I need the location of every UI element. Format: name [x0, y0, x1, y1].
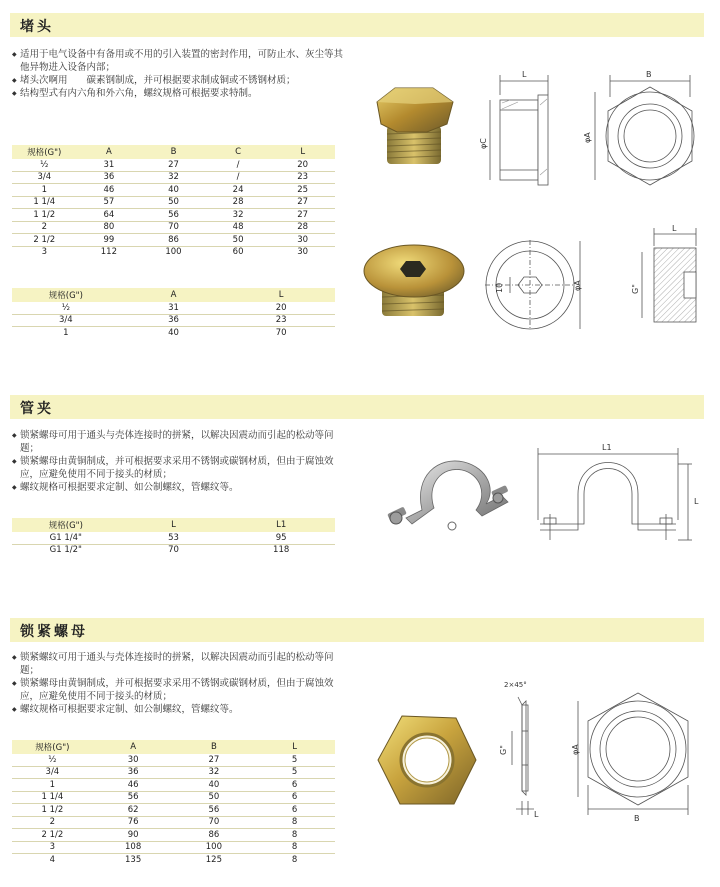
table-cell: 20: [270, 159, 335, 171]
dim-label-L: L: [522, 70, 527, 79]
table-cell: 30: [270, 234, 335, 247]
table-cell: 27: [270, 196, 335, 209]
table-cell: 99: [77, 234, 142, 247]
dim-label-L: L: [694, 497, 699, 506]
table-cell: 53: [120, 532, 228, 544]
table-row: [12, 829, 335, 842]
column-header: 规格(G"): [12, 518, 120, 532]
dim-label-hex: 10: [495, 282, 504, 293]
table-cell: 3: [12, 841, 93, 854]
column-header: A: [77, 145, 142, 159]
table-cell: 24: [206, 184, 271, 197]
table-row: [12, 841, 335, 854]
table-cell: 112: [100, 247, 117, 258]
section-header-lock-nut: [10, 618, 704, 642]
table-cell: 46: [77, 184, 142, 197]
column-header: B: [141, 145, 206, 159]
table-cell: 2 1/2: [12, 234, 77, 247]
table-cell: 46: [93, 779, 174, 792]
section-title: 管夹: [20, 401, 54, 417]
table-cell: 27: [174, 754, 255, 766]
column-header: L: [120, 518, 228, 532]
table-cell: 36: [120, 314, 228, 327]
table-cell: 1 1/2: [12, 209, 77, 222]
table-cell: 90: [93, 829, 174, 842]
table-row: [12, 184, 335, 197]
column-header: L: [270, 145, 335, 159]
table-cell: 135: [125, 854, 142, 865]
table-cell: 5: [254, 766, 335, 779]
table-cell: 125: [205, 854, 222, 865]
table-cell: 2: [12, 816, 93, 829]
table-cell: 3/4: [12, 766, 93, 779]
table-row: [12, 766, 335, 779]
table-row: [12, 816, 335, 829]
table-cell: 100: [174, 841, 255, 854]
table-cell: 70: [168, 545, 179, 556]
table-cell: 100: [165, 247, 182, 258]
lock-nut-photo: [372, 708, 482, 818]
dim-label-G: G": [631, 284, 640, 294]
table-row: [12, 221, 335, 234]
dim-label-chamfer: 2×45°: [504, 681, 527, 689]
table-header-row: [12, 740, 335, 754]
table-row: [12, 532, 335, 544]
table-header-row: [12, 145, 335, 159]
table-cell: 8: [254, 841, 335, 854]
table-cell: 27: [141, 159, 206, 171]
bullet-list: [12, 429, 352, 494]
table-cell: 4: [49, 854, 56, 865]
bullet-item: ◆ 堵头次啊用 碳素钢制成，并可根据要求制成铜或不锈钢材质；: [12, 74, 352, 87]
table-cell: 36: [77, 171, 142, 184]
column-header: B: [174, 740, 255, 754]
table-cell: 1 1/4: [12, 791, 93, 804]
table-cell: 86: [141, 234, 206, 247]
table-cell: 8: [254, 829, 335, 842]
table-cell: 95: [227, 532, 335, 544]
table-header-row: [12, 518, 335, 532]
table-cell: 31: [77, 159, 142, 171]
table-cell: 20: [227, 302, 335, 314]
column-header: A: [93, 740, 174, 754]
table-cell: 56: [93, 791, 174, 804]
table-cell: 27: [270, 209, 335, 222]
table-cell: 108: [93, 841, 174, 854]
table-cell: 57: [77, 196, 142, 209]
table-row: [12, 544, 335, 556]
table-cell: 30: [93, 754, 174, 766]
spec-table-pipe-clamp: [12, 518, 335, 556]
lock-nut-side-drawing: [490, 675, 550, 825]
spec-table-lock-nut: [12, 740, 335, 866]
pipe-clamp-drawing: [528, 440, 708, 560]
table-cell: 32: [206, 209, 271, 222]
column-header: A: [120, 288, 228, 302]
table-cell: 70: [141, 221, 206, 234]
section-title: 锁紧螺母: [20, 624, 88, 640]
table-cell: G1 1/2": [49, 545, 82, 556]
socket-side-drawing: [620, 222, 710, 332]
column-header: L: [254, 740, 335, 754]
plug-side-drawing: [470, 65, 560, 195]
dim-label-L: L: [672, 224, 677, 233]
bullet-list: [12, 48, 352, 100]
table-row: [12, 854, 335, 866]
table-row: [12, 791, 335, 804]
table-cell: 80: [77, 221, 142, 234]
table-cell: 70: [174, 816, 255, 829]
dim-label-B: B: [646, 70, 652, 79]
dim-label-A: φA: [583, 132, 592, 143]
table-cell: 70: [275, 327, 287, 338]
table-cell: /: [206, 171, 271, 184]
table-cell: 28: [206, 196, 271, 209]
table-cell: 60: [232, 247, 244, 258]
table-cell: 25: [270, 184, 335, 197]
table-cell: 2: [12, 221, 77, 234]
dim-label-B: B: [634, 814, 640, 823]
table-cell: 30: [297, 247, 309, 258]
section-header-plug: [10, 13, 704, 37]
column-header: L1: [227, 518, 335, 532]
table-cell: /: [206, 159, 271, 171]
hex-front-drawing: [580, 65, 715, 200]
bullet-item: ◆ 锁紧螺纹可用于通头与壳体连接时的拼紧，以解决因震动而引起的松动等问题；: [12, 651, 352, 677]
column-header: 规格(G"): [12, 740, 93, 754]
pipe-clamp-photo: [368, 448, 518, 548]
column-header: C: [206, 145, 271, 159]
table-cell: 3/4: [12, 314, 120, 327]
dim-label-A: φA: [571, 744, 580, 755]
table-cell: 50: [206, 234, 271, 247]
table-cell: 48: [206, 221, 271, 234]
table-cell: 32: [174, 766, 255, 779]
table-cell: 3/4: [12, 171, 77, 184]
section-header-pipe-clamp: [10, 395, 704, 419]
table-cell: 6: [254, 779, 335, 792]
table-cell: 40: [141, 184, 206, 197]
socket-plug-photo: [362, 235, 472, 325]
table-cell: 23: [270, 171, 335, 184]
table-cell: 1: [12, 779, 93, 792]
hex-plug-photo: [365, 82, 465, 172]
table-cell: 8: [254, 816, 335, 829]
table-cell: 28: [270, 221, 335, 234]
table-cell: 1 1/2: [12, 804, 93, 817]
table-cell: 50: [141, 196, 206, 209]
table-cell: 5: [254, 754, 335, 766]
table-cell: 40: [168, 327, 179, 338]
dim-label-L: L: [534, 810, 539, 819]
table-cell: ½: [12, 302, 120, 314]
table-row: [12, 209, 335, 222]
spec-table-plug-hex: [12, 145, 335, 258]
table-cell: 6: [254, 804, 335, 817]
table-row: [12, 246, 335, 258]
table-cell: 64: [77, 209, 142, 222]
table-row: [12, 234, 335, 247]
table-cell: 86: [174, 829, 255, 842]
table-cell: 32: [141, 171, 206, 184]
table-row: [12, 754, 335, 766]
table-cell: 1: [63, 327, 69, 338]
table-cell: 1 1/4: [12, 196, 77, 209]
table-header-row: [12, 288, 335, 302]
bullet-item: ◆ 结构型式有内六角和外六角，螺纹规格可根据要求特制。: [12, 87, 352, 100]
column-header: 规格(G"): [12, 145, 77, 159]
section-title: 堵头: [20, 19, 54, 35]
dim-label-C: φC: [479, 138, 488, 149]
bullet-list: [12, 651, 352, 716]
bullet-item: ◆ 锁紧螺母可用于通头与壳体连接时的拼紧，以解决因震动而引起的松动等问题；: [12, 429, 352, 455]
dim-label-G: G": [499, 745, 508, 755]
table-cell: G1 1/4": [12, 532, 120, 544]
lock-nut-front-drawing: [570, 685, 710, 825]
bullet-item: ◆ 螺纹规格可根据要求定制、如公制螺纹，管螺纹等。: [12, 481, 352, 494]
table-cell: 36: [93, 766, 174, 779]
table-cell: 23: [227, 314, 335, 327]
table-cell: 50: [174, 791, 255, 804]
dim-label-A: φA: [573, 280, 582, 291]
table-cell: 8: [291, 854, 298, 865]
bullet-item: ◆ 适用于电气设备中有备用或不用的引入装置的密封作用，可防止水、灰尘等其他异物进入设备内部；: [12, 48, 352, 74]
column-header: 规格(G"): [12, 288, 120, 302]
table-row: [12, 314, 335, 327]
table-cell: ½: [12, 159, 77, 171]
table-row: [12, 171, 335, 184]
table-cell: 2 1/2: [12, 829, 93, 842]
table-cell: ½: [12, 754, 93, 766]
table-cell: 40: [174, 779, 255, 792]
table-row: [12, 159, 335, 171]
table-cell: 31: [120, 302, 228, 314]
table-row: [12, 302, 335, 314]
dim-label-L1: L1: [602, 443, 612, 452]
table-row: [12, 327, 335, 339]
table-cell: 1: [12, 184, 77, 197]
bullet-item: ◆ 锁紧螺母由黄铜制成，并可根据要求采用不锈钢或碳钢材质，但由于腐蚀效应，应避免使用不同于接头的材质；: [12, 455, 352, 481]
table-row: [12, 804, 335, 817]
table-cell: 6: [254, 791, 335, 804]
table-row: [12, 779, 335, 792]
table-cell: 118: [273, 545, 290, 556]
bullet-item: ◆ 锁紧螺母由黄铜制成，并可根据要求采用不锈钢或碳钢材质，但由于腐蚀效应，应避免使用不同于接头的材质；: [12, 677, 352, 703]
spec-table-plug-socket: [12, 288, 335, 339]
table-cell: 62: [93, 804, 174, 817]
table-cell: 56: [174, 804, 255, 817]
bullet-item: ◆ 螺纹规格可根据要求定制、如公制螺纹，管螺纹等。: [12, 703, 352, 716]
table-row: [12, 196, 335, 209]
table-cell: 3: [41, 247, 47, 258]
table-cell: 56: [141, 209, 206, 222]
column-header: L: [227, 288, 335, 302]
table-cell: 76: [93, 816, 174, 829]
socket-front-drawing: [480, 235, 590, 335]
